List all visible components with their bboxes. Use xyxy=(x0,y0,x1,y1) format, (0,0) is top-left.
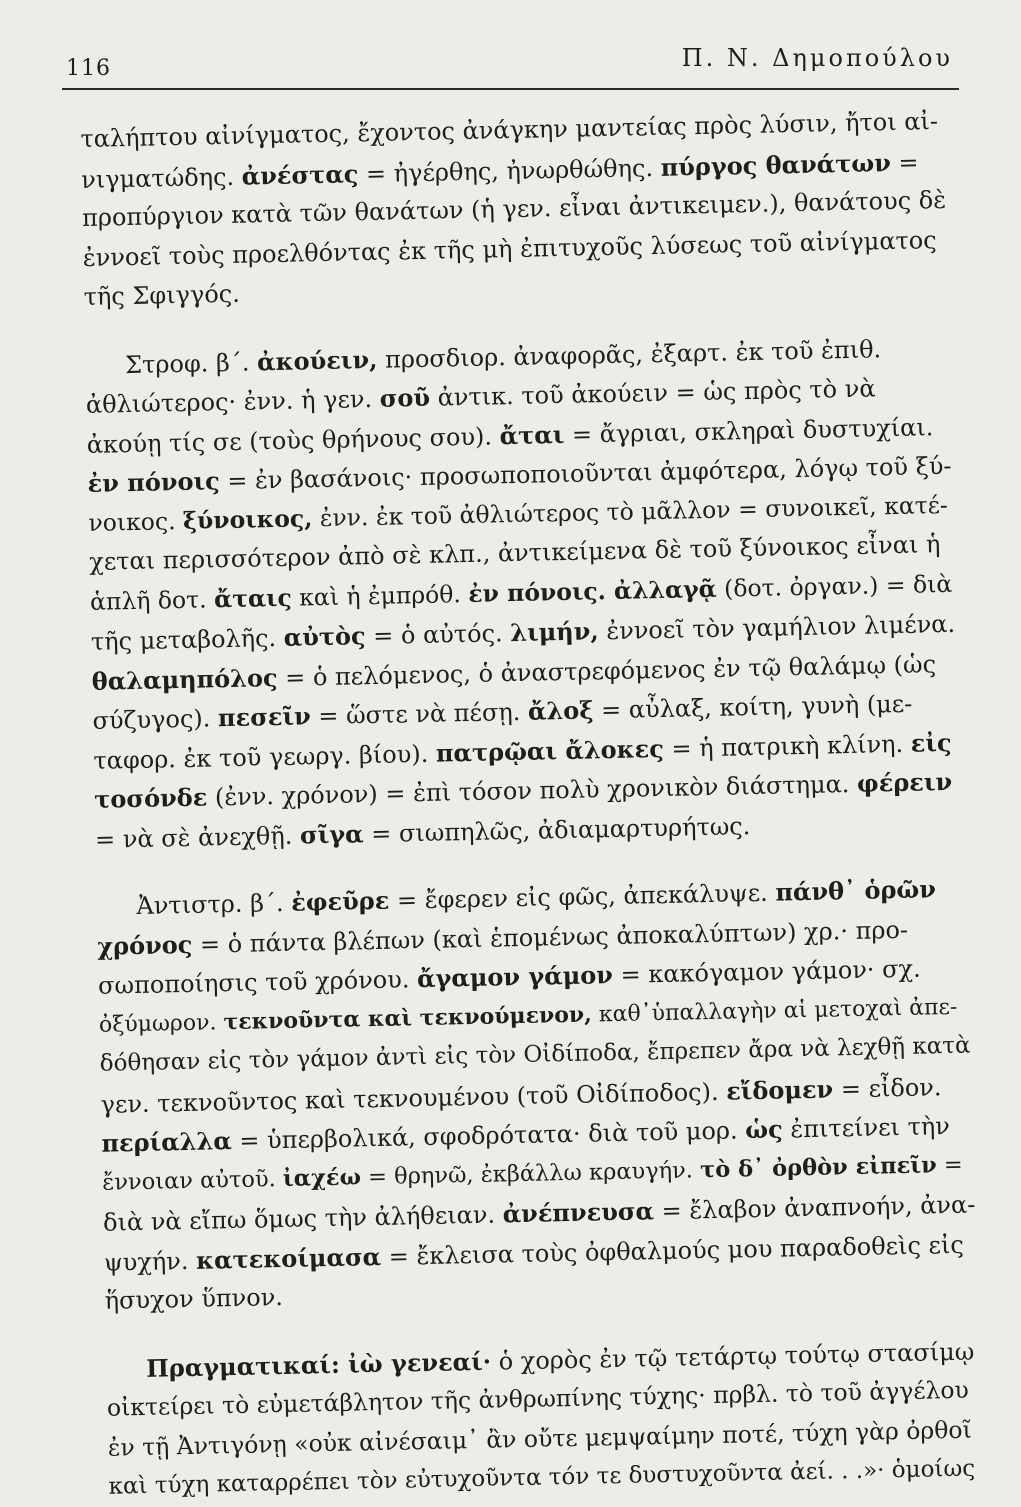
text-span: ἐννοεῖ τὸν γαμήλιον λιμένα. xyxy=(598,609,956,646)
text-span: = ὁ πάντα βλέπων (καὶ ἑπομένως ἀποκαλύπτων) χρ.· προ- xyxy=(192,915,909,959)
text-span: διὰ νὰ εἴπω ὅμως τὴν ἀλήθειαν. xyxy=(102,1200,503,1237)
page-header xyxy=(62,44,959,90)
text-span: τῆς Σφιγγός. xyxy=(83,279,241,311)
bold-term: σοῦ xyxy=(379,382,431,413)
bold-term: εἴδομεν xyxy=(725,1073,834,1106)
text-span: = ἠγέρθης, ἠνωρθώθης. xyxy=(358,153,661,188)
text-span: νοικος. xyxy=(88,506,184,537)
bold-term: πύργος θανάτων xyxy=(660,147,892,182)
text-span: = θρηνῶ, ἐκβάλλω κραυγήν. xyxy=(360,1156,701,1190)
text-span: = ἔφερεν εἰς φῶς, ἀπεκάλυψε. xyxy=(389,878,776,915)
text-span: = ἡ πατρικὴ κλίνη. xyxy=(663,729,912,763)
bold-term: σῖγα xyxy=(299,818,364,850)
text-span: οἰκτείρει τὸ εὐμετάβλητον τῆς ἀνθρωπίνης τύχης· πρβλ. τὸ τοῦ ἀγγέλου xyxy=(106,1375,970,1422)
text-span: χεται περισσότερον ἀπὸ σὲ κλπ., ἀντικείμενα δὲ τοῦ ξύνοικος εἶναι ἡ xyxy=(88,530,941,576)
bold-term: κατεκοίμασα xyxy=(195,1241,382,1275)
page-number: 116 xyxy=(66,56,111,81)
text-span: = αὖλαξ, κοίτη, γυνὴ (με- xyxy=(593,689,913,725)
text-span: = ὁ αὐτός. xyxy=(365,619,511,651)
text-span: = ὥστε νὰ πέσῃ. xyxy=(310,697,529,731)
text-span: καὶ ἡ ἐμπρόθ. xyxy=(291,579,469,612)
paragraph xyxy=(96,869,980,1322)
text-span: ταλήπτου αἰνίγματος, ἔχοντος ἀνάγκην μαντείας πρὸς λύσιν, ἤτοι αἰ- xyxy=(80,107,939,153)
text-span: ἐν τῇ Ἀντιγόνῃ «οὐκ αἰνέσαιμ᾽ ἂν οὔτε μεμψαίμην ποτέ, τύχη γὰρ ὀρθοῖ xyxy=(107,1415,972,1462)
bold-term: πάνθ᾽ ὁρῶν xyxy=(775,874,937,907)
text-span: = xyxy=(936,1151,964,1178)
text-span: (δοτ. ὀργαν.) = διὰ xyxy=(716,569,953,603)
text-span: σύζυγος). xyxy=(92,704,219,735)
text-span: προσδιορ. ἀναφορᾶς, ἐξαρτ. ἐκ τοῦ ἐπιθ. xyxy=(377,334,882,374)
body-text xyxy=(80,102,984,1507)
text-span: ἀθλιώτερος· ἐνν. ἡ γεν. xyxy=(85,384,380,419)
bold-term: αὐτὸς xyxy=(283,621,366,652)
text-span: καθ᾽ὑπαλλαγὴν αἱ μετοχαὶ ἀπε- xyxy=(591,994,958,1027)
text-span: νιγματώδης. xyxy=(80,162,243,194)
bold-term: λιμήν, xyxy=(509,616,600,648)
text-span: ἐνν. ἐκ τοῦ ἀθλιώτερος τὸ μᾶλλον = συνοικεῖ, κατέ- xyxy=(312,490,949,532)
bold-term: ἀκούειν, xyxy=(256,344,378,376)
bold-term: εἰς xyxy=(910,727,952,758)
bold-term: πεσεῖν xyxy=(217,701,311,733)
paragraph xyxy=(85,327,971,859)
bold-term: ὡς xyxy=(744,1114,783,1145)
text-span: ὁ χορὸς ἐν τῷ τετάρτῳ τούτῳ στασίμῳ xyxy=(490,1337,975,1376)
text-span: = σιωπηλῶς, ἀδιαμαρτυρήτως. xyxy=(363,811,751,848)
bold-term: πατρῷαι ἄλοκες xyxy=(435,733,665,768)
text-span: = ἔλαβον ἀναπνοήν, ἀνα- xyxy=(653,1190,976,1226)
text-span: Ἀντιστρ. β΄. xyxy=(136,888,292,920)
running-title: Π. Ν. Δημοπούλου xyxy=(681,44,953,72)
bold-term: ἀνέστας xyxy=(241,158,359,191)
text-span: ἀντικ. τοῦ ἀκούειν = ὡς πρὸς τὸ νὰ xyxy=(429,374,876,412)
bold-term: θαλαμηπόλος xyxy=(91,662,278,696)
text-span: ἀκούῃ τίς σε (τοὺς θρήνους σου). xyxy=(86,421,500,459)
text-span: δόθησαν εἰς τὸν γάμον ἀντὶ εἰς τὸν Οἰδίποδα, ἔπρεπεν ἄρα νὰ λεχθῇ κατὰ xyxy=(99,1032,971,1077)
bold-term: ἰαχέω xyxy=(282,1163,362,1192)
text-span: = ἔκλεισα τοὺς ὀφθαλμούς μου παραδοθεὶς εἰς xyxy=(380,1230,965,1271)
bold-term: ἄται xyxy=(499,419,565,450)
bold-term: περίαλλα xyxy=(101,1126,233,1158)
text-span: γεν. τεκνοῦντος καὶ τεκνουμένου (τοῦ Οἰδίποδος). xyxy=(100,1077,727,1119)
bold-term: Πραγματικαί: ἰὼ γενεαί· xyxy=(145,1346,492,1383)
text-span: ὀξύμωρον. xyxy=(98,1009,224,1038)
text-span: = ἐν βασάνοις· προσωποποιοῦνται ἀμφότερα, λόγῳ τοῦ ξύ- xyxy=(219,451,952,496)
bold-term: ἐν πόνοις xyxy=(87,466,220,498)
bold-term: ἐφεῦρε xyxy=(290,885,390,917)
bold-term: ἀνέπνευσα xyxy=(502,1196,655,1229)
bold-term: ἄλοξ xyxy=(527,695,594,726)
text-span: ἐννοεῖ τοὺς προελθόντας ἐκ τῆς μὴ ἐπιτυχοῦς λύσεως τοῦ αἰνίγματος xyxy=(82,225,937,272)
bold-term: χρόνος xyxy=(96,929,193,961)
bold-term: ἄγαμον γάμον xyxy=(416,960,614,994)
text-span: ἔννοιαν αὐτοῦ. xyxy=(101,1165,284,1196)
text-span: = κακόγαμον γάμον· σχ. xyxy=(612,954,921,990)
bold-term: τεκνοῦντα καὶ τεκνούμενον, xyxy=(223,1000,593,1035)
text-span: τῆς μεταβολῆς. xyxy=(90,623,285,656)
bold-term: τὸ δ᾽ ὀρθὸν εἰπεῖν xyxy=(699,1151,938,1183)
text-span: = νὰ σὲ ἀνεχθῇ. xyxy=(94,821,301,854)
text-span: καὶ τύχη καταρρέπει τὸν εὐτυχοῦντα τόν τε δυστυχοῦντα ἀεί. . .»· ὁμοίως xyxy=(108,1455,976,1500)
text-span: = ὁ πελόμενος, ὁ ἀναστρεφόμενος ἐν τῷ θαλάμῳ (ὡς xyxy=(277,649,937,692)
bold-term: τοσόνδε xyxy=(93,782,208,814)
text-span: (ἐνν. χρόνον) = ἐπὶ τόσον πολὺ χρονικὸν διάστημα. xyxy=(207,769,858,812)
paragraph xyxy=(80,102,959,318)
text-span: = ἄγριαι, σκληραὶ δυστυχίαι. xyxy=(563,412,934,449)
text-span: = ὑπερβολικά, σφοδρότατα· διὰ τοῦ μορ. xyxy=(231,1116,746,1156)
paragraph xyxy=(106,1331,984,1507)
bold-term: φέρειν xyxy=(856,766,953,798)
text-span: ἐπιτείνει τὴν xyxy=(782,1112,951,1144)
bold-term: ἄταις xyxy=(213,583,293,613)
text-span: ψυχήν. xyxy=(103,1246,197,1277)
text-span: ἥσυχον ὕπνον. xyxy=(104,1283,284,1315)
text-span: ταφορ. ἐκ τοῦ γεωργ. βίου). xyxy=(93,739,437,775)
bold-term: ἐν πόνοις. ἀλλαγᾷ xyxy=(468,574,717,608)
text-span: Στροφ. β΄. xyxy=(124,347,258,379)
text-span: προπύργιον κατὰ τῶν θανάτων (ἡ γεν. εἶναι ἀντικειμεν.), θανάτους δὲ xyxy=(81,185,947,232)
text-span: ἁπλῆ δοτ. xyxy=(89,584,215,616)
bold-term: ξύνοικος, xyxy=(182,503,313,535)
header-rule xyxy=(62,88,959,90)
text-span: = εἶδον. xyxy=(832,1072,942,1103)
text-span: σωποποίησις τοῦ χρόνου. xyxy=(97,965,418,1000)
text-span: = xyxy=(890,147,919,177)
